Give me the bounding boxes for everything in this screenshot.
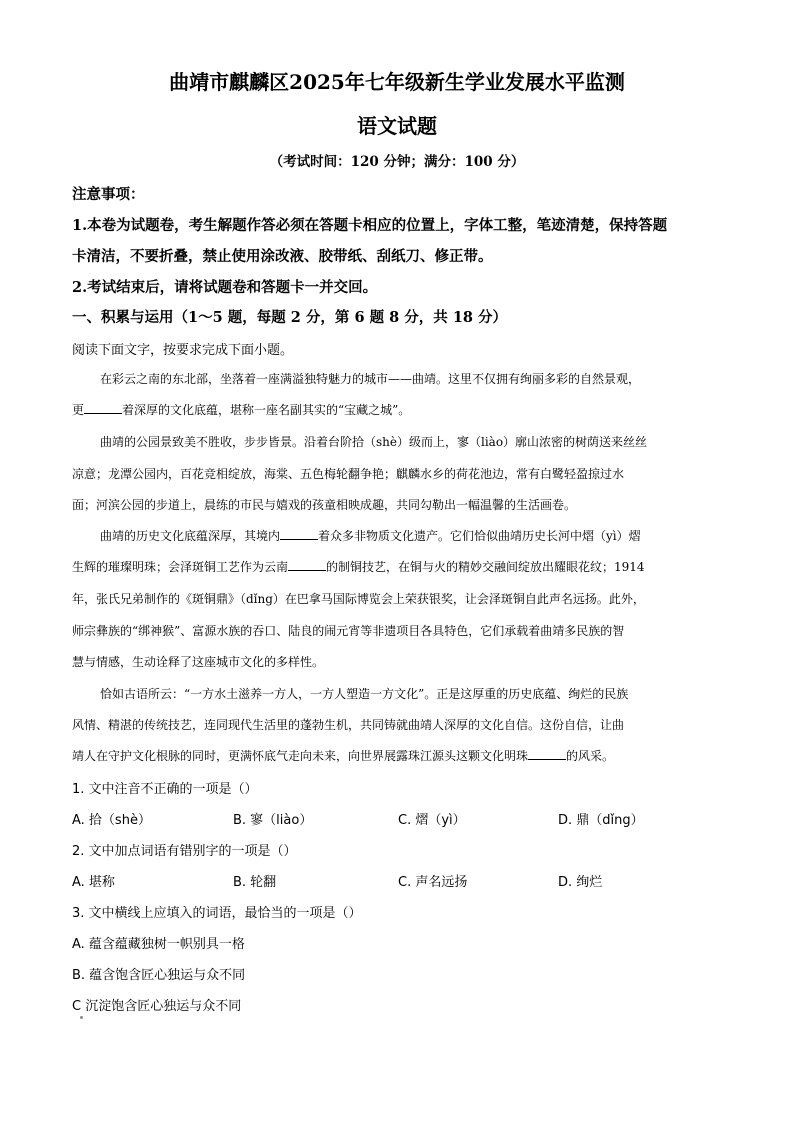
notice-heading: 注意事项：: [72, 186, 145, 203]
question-option: A. 拾（shè）: [72, 813, 151, 828]
exam-info: （考试时间：120 分钟；满分：100 分）: [269, 154, 525, 170]
section-heading: 一、积累与运用（1～5 题，每题 2 分，第 6 题 8 分，共 18 分）: [72, 309, 508, 326]
passage-line: [72, 747, 614, 764]
notice-item-1-line-2: 卡清洁，不要折叠，禁止使用涂改液、胶带纸、刮纸刀、修正带。: [72, 248, 493, 265]
passage-line: [100, 527, 641, 544]
fill-blank: [84, 401, 122, 414]
passage-line: [72, 558, 645, 575]
passage-line: 在彩云之南的东北部，坐落着一座满溢独特魅力的城市——曲靖。这里不仅拥有绚丽多彩的自然景观，: [100, 372, 641, 386]
passage-line: 凉意；龙潭公园内，百花竞相绽放，海棠、五色梅轮翻争艳；麒麟水乡的荷花池边，常有白鹭轻盈掠过水: [72, 467, 625, 481]
question-option: C. 声名远扬: [398, 875, 468, 890]
fill-blank: [280, 527, 318, 540]
question-option: D. 绚烂: [558, 875, 603, 890]
question-option: A. 蕴含蕴藏独树一帜别具一格: [72, 937, 245, 952]
question-option: D. 鼎（dǐng）: [558, 813, 644, 828]
passage-text: 着深厚的文化底蕴，堪称一座名副其实的“宝藏之城”。: [122, 403, 411, 417]
exam-title: 曲靖市麒麟区2025年七年级新生学业发展水平监测: [169, 70, 625, 94]
passage-text: 生辉的璀璨明珠；会泽斑铜工艺作为云南: [72, 560, 289, 574]
passage-text: 曲靖的历史文化底蕴深厚，其境内: [100, 529, 281, 543]
section-instruction: 阅读下面文字，按要求完成下面小题。: [72, 343, 294, 358]
scan-mark: [80, 1016, 83, 1019]
passage-text: 的风采。: [566, 749, 615, 763]
passage-line: 年，张氏兄弟制作的《斑铜鼎》（dǐng）在巴拿马国际博览会上荣获银奖，让会泽斑铜自此声名远扬。此外，: [72, 592, 645, 606]
question-option: B. 蕴含饱含匠心独运与众不同: [72, 968, 246, 983]
exam-subtitle: 语文试题: [357, 114, 437, 138]
passage-line: 师宗彝族的“绑神猴”、富源水族的吞口、陆良的闹元宵等非遗项目各具特色，它们承载着曲靖多民族的智: [72, 624, 625, 638]
question-option: B. 寥（liào）: [233, 813, 313, 828]
passage-line: [72, 401, 410, 418]
notice-item-1-line-1: 1.本卷为试题卷，考生解题作答必须在答题卡相应的位置上，字体工整，笔迹清楚，保持答题: [72, 217, 668, 234]
notice-item-2: 2.考试结束后，请将试题卷和答题卡一并交回。: [72, 279, 378, 296]
passage-line: 曲靖的公园景致美不胜收，步步皆景。沿着台阶拾（shè）级而上，寥（liào）廓山浓密的树荫送来丝丝: [100, 435, 648, 449]
passage-line: 慧与情感，生动诠释了这座城市文化的多样性。: [72, 655, 325, 669]
question-option: A. 堪称: [72, 875, 115, 890]
question-stem: 3. 文中横线上应填入的词语，最恰当的一项是（）: [72, 906, 362, 921]
question-stem: 1. 文中注音不正确的一项是（）: [72, 782, 258, 797]
question-option: C. 熠（yì）: [398, 813, 466, 828]
question-option: B. 轮翻: [233, 875, 277, 890]
passage-text: 靖人在守护文化根脉的同时，更满怀底气走向未来，向世界展露珠江源头这颗文化明珠: [72, 749, 529, 763]
passage-line: 风情、精湛的传统技艺，连同现代生活里的蓬勃生机，共同铸就曲靖人深厚的文化自信。这份自信，让曲: [72, 718, 625, 732]
question-stem: 2. 文中加点词语有错别字的一项是（）: [72, 844, 297, 859]
fill-blank: [528, 747, 566, 760]
fill-blank: [288, 558, 326, 571]
passage-text: 的制铜技艺，在铜与火的精妙交融间绽放出耀眼花纹；1914: [326, 560, 645, 574]
passage-text: 着众多非物质文化遗产。它们恰似曲靖历史长河中熠（yì）熠: [318, 529, 641, 543]
passage-text: 更: [72, 403, 85, 417]
passage-line: 面；河滨公园的步道上，晨练的市民与嬉戏的孩童相映成趣，共同勾勒出一幅温馨的生活画卷。: [72, 498, 577, 512]
passage-line: 恰如古语所云：“一方水土滋养一方人，一方人塑造一方文化”。正是这厚重的历史底蕴、绚烂的民族: [100, 687, 629, 701]
question-option: C 沉淀饱含匠心独运与众不同: [72, 999, 242, 1014]
